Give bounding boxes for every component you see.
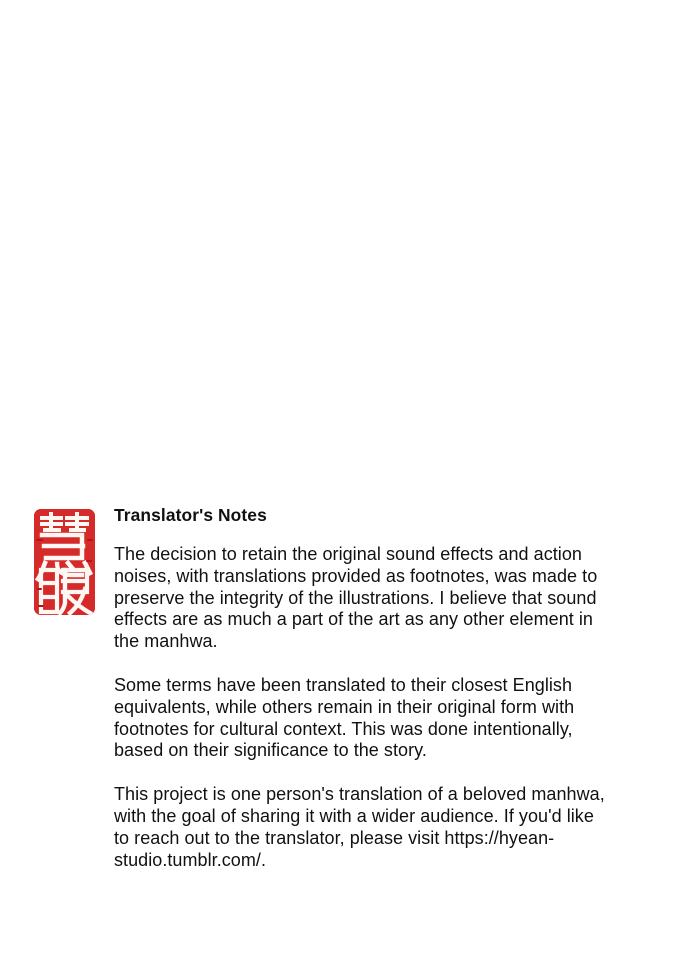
notes-title: Translator's Notes	[114, 505, 267, 525]
notes-paragraph-sound-effects: The decision to retain the original sound effects and action noises, with translations provided as footnotes, was made to preserve the integrity of the illustrations. I believe that sound effects are as much a part of the art as any other element in the manhwa.	[114, 544, 598, 652]
red-seal-icon	[34, 509, 95, 615]
notes-paragraph-terms: Some terms have been translated to their closest English equivalents, while others remain in their original form with footnotes for cultural context. This was done intentionally, based on their significance to the story.	[114, 674, 575, 761]
red-seal-logo	[34, 509, 95, 615]
translator-notes-section	[114, 505, 606, 893]
notes-paragraph-contact: This project is one person's translation of a beloved manhwa, with the goal of sharing it with a wider audience. If you'd like to reach out to the translator, please visit https://hyean-studio.tumblr.com/.	[114, 784, 605, 870]
